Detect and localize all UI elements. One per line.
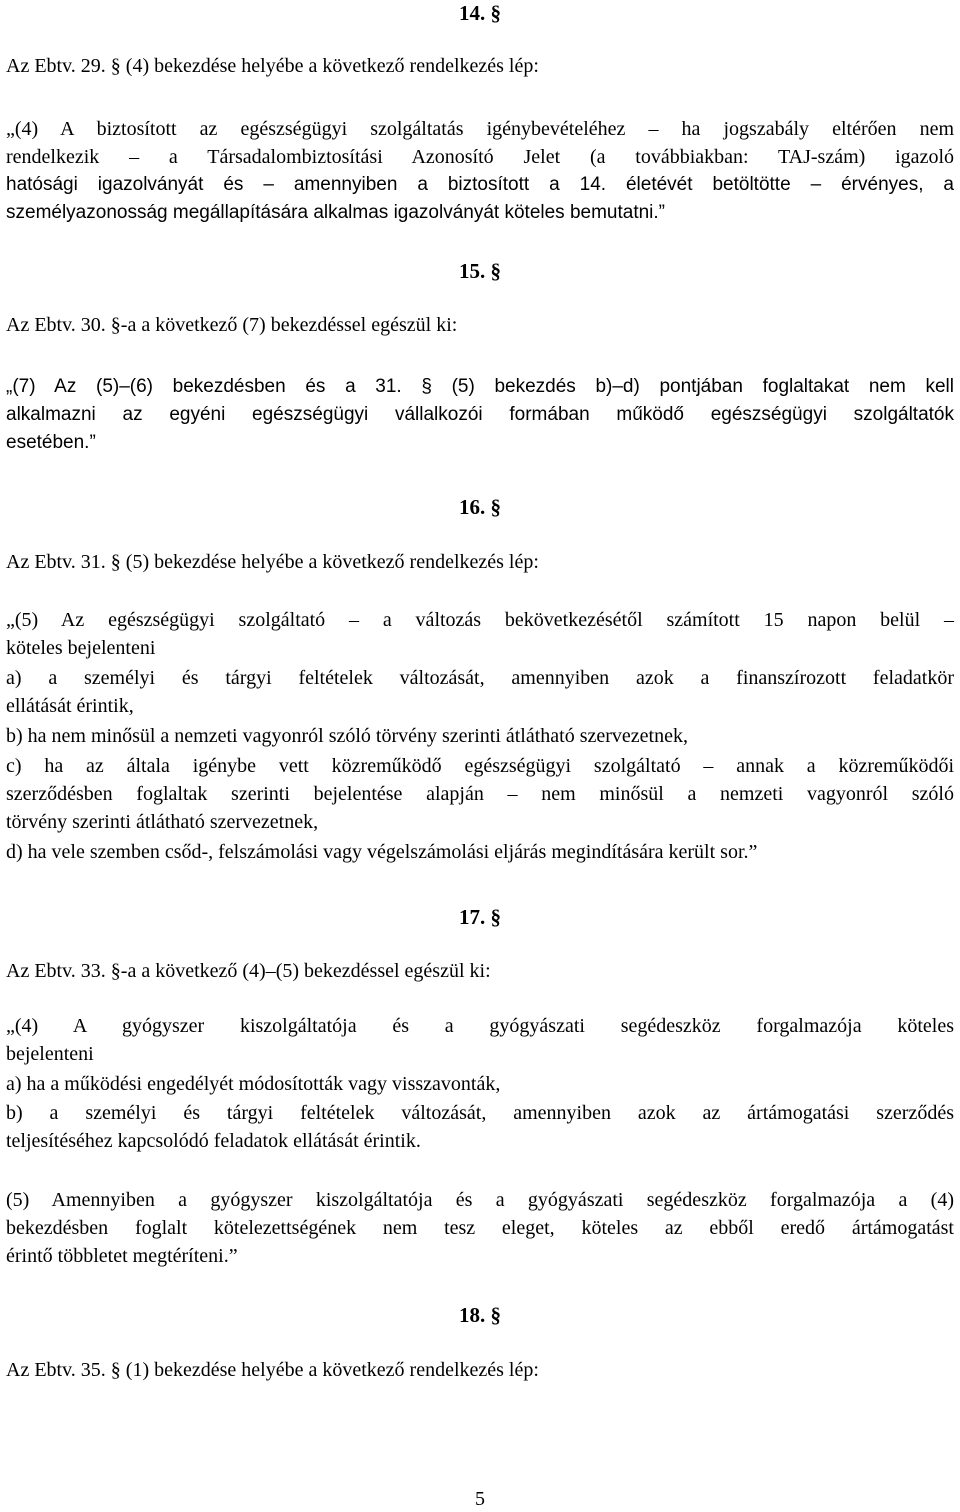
paragraph-line: (5) Amennyiben a gyógyszer kiszolgáltatója és a gyógyászati segédeszköz forgalmazója a (4) [6,1189,954,1211]
section-heading-16: 16. § [459,495,501,519]
paragraph-line: bejelenteni [6,1043,94,1065]
paragraph-line: személyazonosság megállapítására alkalmas igazolványát köteles bemutatni.” [6,202,666,223]
paragraph-line: b) a személyi és tárgyi feltételek változását, amennyiben azok az ártámogatási szerződés [6,1102,954,1124]
paragraph-line: a) a személyi és tárgyi feltételek változását, amennyiben azok a finanszírozott feladatkör [6,667,954,689]
section-heading-15: 15. § [459,259,501,283]
paragraph-line: alkalmazni az egyéni egészségügyi vállalkozói formában működő egészségügyi szolgáltatók [6,404,954,425]
paragraph-line: teljesítéséhez kapcsolódó feladatok ellátását érintik. [6,1130,421,1152]
paragraph-line: rendelkezik – a Társadalombiztosítási Azonosító Jelet (a továbbiakban: TAJ-szám) igazoló [6,146,954,168]
section-intro-15: Az Ebtv. 30. §-a a következő (7) bekezdéssel egészül ki: [6,314,458,336]
section-heading-18: 18. § [459,1303,501,1327]
section-heading-14: 14. § [459,1,501,25]
section-intro-16: Az Ebtv. 31. § (5) bekezdése helyébe a következő rendelkezés lép: [6,551,539,573]
paragraph-line: ellátását érintik, [6,695,134,717]
paragraph-line: d) ha vele szemben csőd-, felszámolási vagy végelszámolási eljárás megindítására került sor.” [6,841,758,863]
paragraph-line: a) ha a működési engedélyét módosították vagy visszavonták, [6,1073,501,1095]
paragraph-line: bekezdésben foglalt kötelezettségének nem tesz eleget, köteles az ebből eredő ártámogatást [6,1217,954,1239]
paragraph-line: „(7) Az (5)–(6) bekezdésben és a 31. § (5) bekezdés b)–d) pontjában foglaltakat nem kell [6,376,954,397]
paragraph-line: érintő többletet megtéríteni.” [6,1245,238,1267]
section-intro-18: Az Ebtv. 35. § (1) bekezdése helyébe a következő rendelkezés lép: [6,1359,539,1381]
paragraph-line: c) ha az általa igénybe vett közreműködő egészségügyi szolgáltató – annak a közreműködői [6,755,954,777]
paragraph-line: szerződésben foglaltak szerinti bejelentése alapján – nem minősül a nemzeti vagyonról szóló [6,783,954,805]
paragraph-line: b) ha nem minősül a nemzeti vagyonról szóló törvény szerinti átlátható szervezetnek, [6,725,688,747]
page-number: 5 [475,1488,485,1510]
paragraph-line: „(4) A gyógyszer kiszolgáltatója és a gyógyászati segédeszköz forgalmazója köteles [6,1015,954,1037]
paragraph-line: „(4) A biztosított az egészségügyi szolgáltatás igénybevételéhez – ha jogszabály eltérően nem [6,118,954,140]
paragraph-line: „(5) Az egészségügyi szolgáltató – a változás bekövetkezésétől számított 15 napon belül – [6,609,954,631]
section-heading-17: 17. § [459,905,501,929]
section-intro-14: Az Ebtv. 29. § (4) bekezdése helyébe a következő rendelkezés lép: [6,55,539,77]
paragraph-line: törvény szerinti átlátható szervezetnek, [6,811,319,833]
paragraph-line: hatósági igazolványát és – amennyiben a biztosított a 14. életévét betöltötte – érvényes, a [6,174,954,195]
paragraph-line: esetében.” [6,432,96,453]
section-intro-17: Az Ebtv. 33. §-a a következő (4)–(5) bekezdéssel egészül ki: [6,960,491,982]
paragraph-line: köteles bejelenteni [6,637,156,659]
